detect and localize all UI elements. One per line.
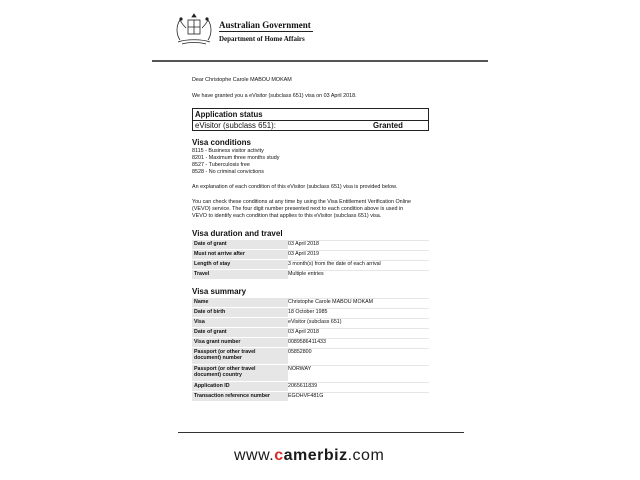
table-row <box>192 348 429 365</box>
visa-summary-heading: Visa summary <box>192 287 247 296</box>
row-label: Date of grant <box>194 329 227 335</box>
row-value: 3 month(s) from the date of each arrival <box>288 261 429 270</box>
table-row <box>192 298 429 308</box>
table-row <box>192 328 429 338</box>
table-row <box>192 308 429 318</box>
row-label: Must not arrive after <box>194 251 245 257</box>
department-name: Department of Home Affairs <box>219 35 305 43</box>
row-label: Date of grant <box>194 241 227 247</box>
header-rule <box>152 60 488 62</box>
watermark-suffix: .com <box>347 447 385 464</box>
status-result: Granted <box>373 121 403 130</box>
row-label: Name <box>194 299 209 305</box>
row-value: EGOHVF481G <box>288 393 429 402</box>
footer-rule <box>178 432 464 433</box>
application-status-heading: Application status <box>195 110 263 119</box>
table-row <box>192 338 429 348</box>
visa-duration-table <box>192 240 429 280</box>
visa-duration-heading: Visa duration and travel <box>192 229 283 238</box>
vevo-text-line: VEVO to identify each condition that applies to this eVisitor (subclass 651) visa. <box>192 213 382 219</box>
table-row <box>192 382 429 392</box>
row-value: 03 April 2019 <box>288 251 429 260</box>
row-label: Passport (or other travel document) country <box>194 366 256 379</box>
row-label: Date of birth <box>194 309 226 315</box>
table-row <box>192 250 429 260</box>
row-value: Christophe Carole MABOU MOKAM <box>288 299 429 308</box>
table-row <box>192 270 429 280</box>
condition-item: 8115 - Business visitor activity <box>192 148 264 154</box>
row-value: eVisitor (subclass 651) <box>288 319 429 328</box>
row-label: Visa grant number <box>194 339 241 345</box>
application-status-box <box>192 108 429 131</box>
table-row <box>192 392 429 402</box>
row-value: 03 April 2018 <box>288 241 429 250</box>
row-value: 05852800 <box>288 349 429 365</box>
row-label: Length of stay <box>194 261 231 267</box>
row-label: Travel <box>194 271 210 277</box>
status-visa-type: eVisitor (subclass 651): <box>195 121 276 130</box>
watermark-brand: amerbiz <box>283 447 348 464</box>
row-value: 03 April 2018 <box>288 329 429 338</box>
condition-item: 8527 - Tuberculosis free <box>192 162 250 168</box>
visa-conditions-heading: Visa conditions <box>192 138 251 147</box>
row-value: 0089586411433 <box>288 339 429 348</box>
watermark-prefix: www. <box>234 447 275 464</box>
camerbiz-watermark <box>234 447 384 465</box>
row-value: NORWAY <box>288 366 429 382</box>
vevo-text-line: You can check these conditions at any time by using the Visa Entitlement Verification Online <box>192 199 412 205</box>
table-row <box>192 260 429 270</box>
row-value: 18 October 1985 <box>288 309 429 318</box>
watermark-brand-initial: c <box>274 447 284 464</box>
table-row <box>192 240 429 250</box>
table-row <box>192 318 429 328</box>
header-divider <box>219 31 313 32</box>
condition-item: 8528 - No criminal convictions <box>192 169 264 175</box>
coat-of-arms-icon <box>172 12 216 46</box>
row-value: Multiple entries <box>288 271 429 280</box>
conditions-explanation: An explanation of each condition of this eVisitor (subclass 651) visa is provided below. <box>192 184 398 190</box>
row-label: Application ID <box>194 383 230 389</box>
row-label: Transaction reference number <box>194 393 270 399</box>
grant-statement: We have granted you a eVisitor (subclass 651) visa on 03 April 2018. <box>192 93 357 99</box>
government-name: Australian Government <box>219 20 311 30</box>
row-label: Visa <box>194 319 205 325</box>
row-label: Passport (or other travel document) number <box>194 349 256 362</box>
condition-item: 8201 - Maximum three months study <box>192 155 280 161</box>
visa-summary-table <box>192 298 429 402</box>
vevo-text-line: (VEVO) service. The four digit number presented next to each condition above is used in <box>192 206 404 212</box>
row-value: 2065611839 <box>288 383 429 392</box>
greeting: Dear Christophe Carole MABOU MOKAM <box>192 77 292 83</box>
table-row <box>192 365 429 382</box>
